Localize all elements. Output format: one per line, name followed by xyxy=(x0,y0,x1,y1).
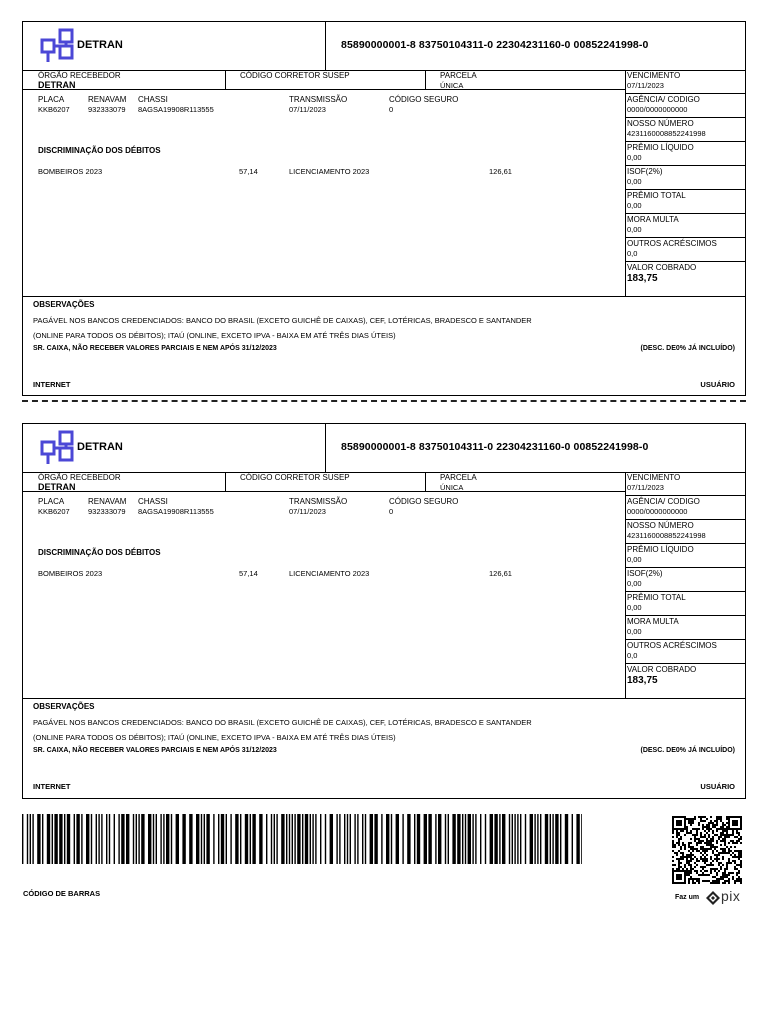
field-label: NOSSO NÚMERO xyxy=(627,119,694,128)
valor-cobrado-value: 183,75 xyxy=(627,273,658,284)
valor-cobrado-cell xyxy=(625,664,745,698)
field-label: PRÊMIO TOTAL xyxy=(627,191,686,200)
field-value: 0,00 xyxy=(627,555,642,564)
pix-diamond-icon xyxy=(706,891,720,905)
chassi-value: 8AGSA19908R113555 xyxy=(138,507,214,516)
codigo-seguro-label: CÓDIGO SEGURO xyxy=(389,95,459,104)
field-label: AGÊNCIA/ CODIGO xyxy=(627,95,700,104)
chassi-label: CHASSI xyxy=(138,95,168,104)
premio-liquido-cell xyxy=(625,544,745,568)
pix-prefix: Faz um xyxy=(675,894,700,901)
vencimento-cell xyxy=(625,472,745,496)
transmissao-label: TRANSMISSÃO xyxy=(289,95,348,104)
valor-cobrado-label: VALOR COBRADO xyxy=(627,665,697,674)
field-label: VENCIMENTO xyxy=(627,473,681,482)
discriminacao-title: DISCRIMINAÇÃO DOS DÉBITOS xyxy=(38,146,161,155)
field-label: NOSSO NÚMERO xyxy=(627,521,694,530)
field-label: PRÊMIO LÍQUIDO xyxy=(627,545,694,554)
footer-usuario: USUÁRIO xyxy=(700,380,735,389)
debit-value: 126,61 xyxy=(489,569,512,578)
field-value: 4231160008852241998 xyxy=(627,531,706,540)
right-fields-column xyxy=(625,70,745,296)
transmissao-value: 07/11/2023 xyxy=(289,105,326,114)
cut-line xyxy=(22,400,746,402)
logo-name: DETRAN xyxy=(77,39,123,51)
field-value: 0,00 xyxy=(627,153,642,162)
obs-line-1: PAGÁVEL NOS BANCOS CREDENCIADOS: BANCO DO BRASIL (EXCETO GUICHÊ DE CAIXAS), CEF, LOTÉRICAS, BRADESCO E SANTANDER xyxy=(33,718,532,727)
field-label: MORA MULTA xyxy=(627,215,679,224)
valor-cobrado-label: VALOR COBRADO xyxy=(627,263,697,272)
orgao-value: DETRAN xyxy=(38,80,76,90)
field-value: 0,00 xyxy=(627,225,642,234)
field-label: AGÊNCIA/ CODIGO xyxy=(627,497,700,506)
field-value: 0,00 xyxy=(627,603,642,612)
placa-label: PLACA xyxy=(38,497,65,506)
slip-header xyxy=(23,424,745,473)
obs-warning: SR. CAIXA, NÃO RECEBER VALORES PARCIAIS E NEM APÓS 31/12/2023 xyxy=(33,747,277,754)
obs-warning: SR. CAIXA, NÃO RECEBER VALORES PARCIAIS E NEM APÓS 31/12/2023 xyxy=(33,345,277,352)
detran-logo-area xyxy=(23,22,326,70)
obs-desc: (DESC. DE0% JÁ INCLUÍDO) xyxy=(640,747,735,754)
field-value: 0,00 xyxy=(627,201,642,210)
transmissao-label: TRANSMISSÃO xyxy=(289,497,348,506)
field-value: 07/11/2023 xyxy=(627,81,664,90)
debit-value: 126,61 xyxy=(489,167,512,176)
payment-slip-top xyxy=(22,21,746,396)
agencia-cell xyxy=(625,496,745,520)
slip-header xyxy=(23,22,745,71)
parcela-value: ÚNICA xyxy=(440,81,464,90)
outros-acrescimos-cell xyxy=(625,640,745,664)
pix-brand: pix xyxy=(721,888,741,904)
mora-multa-cell xyxy=(625,616,745,640)
valor-cobrado-value: 183,75 xyxy=(627,675,658,686)
valor-cobrado-cell xyxy=(625,262,745,296)
renavam-value: 932333079 xyxy=(88,105,126,114)
orgao-label: ÓRGÃO RECEBEDOR xyxy=(38,473,121,482)
field-label: OUTROS ACRÉSCIMOS xyxy=(627,641,717,650)
logo-name: DETRAN xyxy=(77,441,123,453)
field-label: VENCIMENTO xyxy=(627,71,681,80)
isof-cell xyxy=(625,166,745,190)
renavam-label: RENAVAM xyxy=(88,497,127,506)
detran-logo-icon xyxy=(40,26,76,64)
premio-liquido-cell xyxy=(625,142,745,166)
field-value: 0,0 xyxy=(627,249,638,258)
field-value: 0000/0000000000 xyxy=(627,507,688,516)
discriminacao-title: DISCRIMINAÇÃO DOS DÉBITOS xyxy=(38,548,161,557)
renavam-value: 932333079 xyxy=(88,507,126,516)
agencia-cell xyxy=(625,94,745,118)
footer-internet: INTERNET xyxy=(33,782,71,791)
digitable-line: 85890000001-8 83750104311-0 22304231160-0 00852241998-0 xyxy=(341,441,649,453)
field-value: 0000/0000000000 xyxy=(627,105,688,114)
corretor-label: CÓDIGO CORRETOR SUSEP xyxy=(240,473,350,482)
footer-usuario: USUÁRIO xyxy=(700,782,735,791)
detran-logo-icon xyxy=(40,428,76,466)
debit-name: BOMBEIROS 2023 xyxy=(38,167,103,176)
barcode-label: CÓDIGO DE BARRAS xyxy=(23,889,101,898)
premio-total-cell xyxy=(625,592,745,616)
field-label: OUTROS ACRÉSCIMOS xyxy=(627,239,717,248)
chassi-label: CHASSI xyxy=(138,497,168,506)
digitable-line: 85890000001-8 83750104311-0 22304231160-0 00852241998-0 xyxy=(341,39,649,51)
renavam-label: RENAVAM xyxy=(88,95,127,104)
vencimento-cell xyxy=(625,70,745,94)
field-value: 07/11/2023 xyxy=(627,483,664,492)
barcode xyxy=(22,814,582,864)
obs-desc: (DESC. DE0% JÁ INCLUÍDO) xyxy=(640,345,735,352)
observacoes-title: OBSERVAÇÕES xyxy=(33,702,95,711)
field-label: PRÊMIO TOTAL xyxy=(627,593,686,602)
field-label: PRÊMIO LÍQUIDO xyxy=(627,143,694,152)
orgao-label: ÓRGÃO RECEBEDOR xyxy=(38,71,121,80)
parcela-label: PARCELA xyxy=(440,71,477,80)
field-value: 4231160008852241998 xyxy=(627,129,706,138)
detran-logo-area xyxy=(23,424,326,472)
debit-value: 57,14 xyxy=(239,569,258,578)
payment-slip-bottom xyxy=(22,423,746,799)
codigo-seguro-label: CÓDIGO SEGURO xyxy=(389,497,459,506)
footer-internet: INTERNET xyxy=(33,380,71,389)
obs-line-1: PAGÁVEL NOS BANCOS CREDENCIADOS: BANCO DO BRASIL (EXCETO GUICHÊ DE CAIXAS), CEF, LOTÉRICAS, BRADESCO E SANTANDER xyxy=(33,316,532,325)
field-label: MORA MULTA xyxy=(627,617,679,626)
isof-cell xyxy=(625,568,745,592)
debit-name: LICENCIAMENTO 2023 xyxy=(289,167,370,176)
outros-acrescimos-cell xyxy=(625,238,745,262)
obs-line-2: (ONLINE PARA TODOS OS DÉBITOS); ITAÚ (ONLINE, EXCETO IPVA - BAIXA EM ATÉ TRÊS DIAS ÚTEIS) xyxy=(33,331,396,340)
field-value: 0,00 xyxy=(627,579,642,588)
placa-value: KKB6207 xyxy=(38,105,70,114)
premio-total-cell xyxy=(625,190,745,214)
field-label: ISOF(2%) xyxy=(627,167,663,176)
placa-value: KKB6207 xyxy=(38,507,70,516)
obs-line-2: (ONLINE PARA TODOS OS DÉBITOS); ITAÚ (ONLINE, EXCETO IPVA - BAIXA EM ATÉ TRÊS DIAS ÚTEIS) xyxy=(33,733,396,742)
right-fields-column xyxy=(625,472,745,698)
orgao-value: DETRAN xyxy=(38,482,76,492)
corretor-label: CÓDIGO CORRETOR SUSEP xyxy=(240,71,350,80)
transmissao-value: 07/11/2023 xyxy=(289,507,326,516)
debit-name: BOMBEIROS 2023 xyxy=(38,569,103,578)
field-value: 0,00 xyxy=(627,177,642,186)
chassi-value: 8AGSA19908R113555 xyxy=(138,105,214,114)
pix-qr-code xyxy=(672,816,742,884)
parcela-label: PARCELA xyxy=(440,473,477,482)
parcela-value: ÚNICA xyxy=(440,483,464,492)
nosso-numero-cell xyxy=(625,118,745,142)
debit-value: 57,14 xyxy=(239,167,258,176)
codigo-seguro-value: 0 xyxy=(389,105,394,114)
observacoes-title: OBSERVAÇÕES xyxy=(33,300,95,309)
mora-multa-cell xyxy=(625,214,745,238)
field-label: ISOF(2%) xyxy=(627,569,663,578)
placa-label: PLACA xyxy=(38,95,65,104)
field-value: 0,00 xyxy=(627,627,642,636)
nosso-numero-cell xyxy=(625,520,745,544)
debit-name: LICENCIAMENTO 2023 xyxy=(289,569,370,578)
codigo-seguro-value: 0 xyxy=(389,507,394,516)
field-value: 0,0 xyxy=(627,651,638,660)
